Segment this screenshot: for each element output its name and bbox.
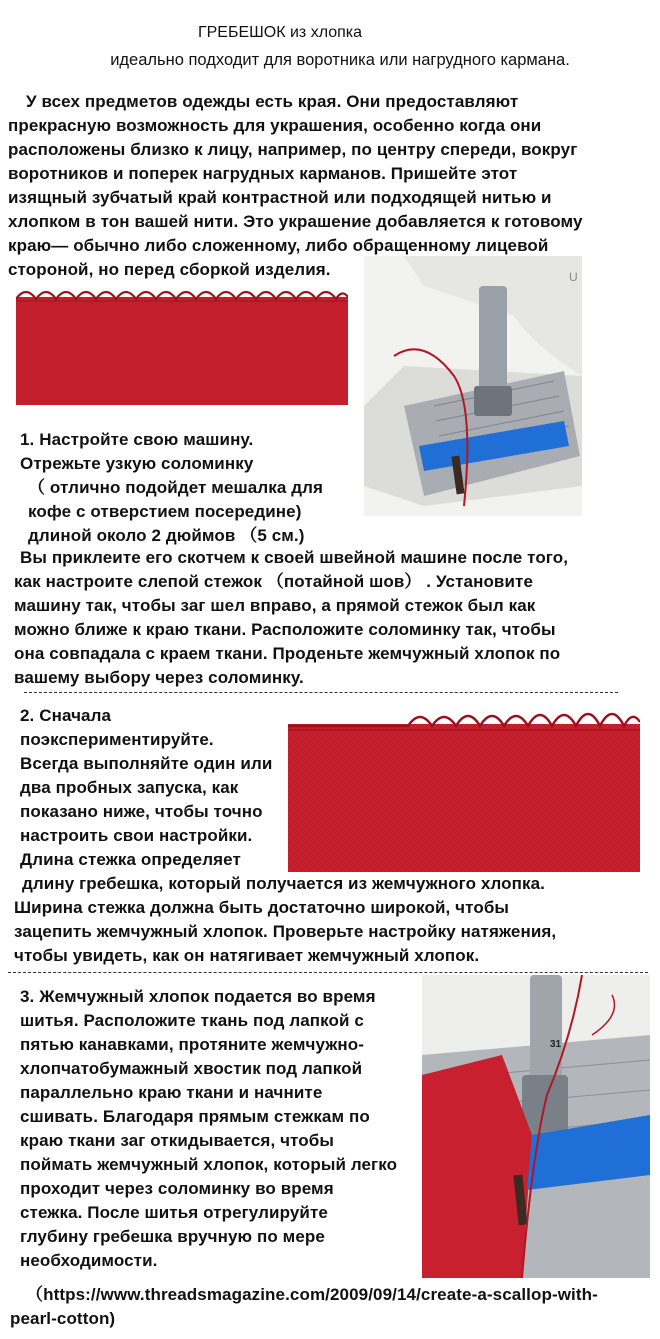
intro-line: изящный зубчатый край контрастной или подходящей нитью и	[8, 188, 552, 207]
presser-foot-number: 31	[550, 1039, 562, 1050]
step2-line: 2. Сначала	[20, 706, 112, 725]
step1-line: длиной около 2 дюймов （5 см.)	[28, 526, 305, 545]
step2-left-text	[20, 704, 290, 872]
step1-line: Вы приклеите его скотчем к своей швейной машине после того,	[20, 548, 569, 567]
intro-line: прекрасную возможность для украшения, особенно когда они	[8, 116, 542, 135]
step2-line: Длина стежка определяет	[20, 850, 241, 869]
intro-line: хлопком в тон вашей нити. Это украшение добавляется к готовому	[8, 212, 583, 231]
intro-line: стороной, но перед сборкой изделия.	[8, 260, 331, 279]
step2-line: Всегда выполняйте один или	[20, 754, 273, 773]
step3-line: параллельно краю ткани и начните	[20, 1083, 323, 1102]
step2-full-text	[14, 872, 634, 968]
step1-line: как настроите слепой стежок （потайной шов） . Установите	[14, 572, 534, 591]
section-divider	[8, 972, 648, 973]
step1-full-text	[14, 546, 634, 690]
step1-line: 1. Настройте свою машину.	[20, 430, 254, 449]
intro-line: У всех предметов одежды есть края. Они предоставляют	[26, 92, 519, 111]
fabric-swatch-image	[16, 283, 348, 405]
page-title: ГРЕБЕШОК из хлопка	[197, 24, 363, 41]
step2-line: два пробных запуска, как	[20, 778, 239, 797]
step3-line: поймать жемчужный хлопок, который легко	[20, 1155, 398, 1174]
step1-line: Отрежьте узкую соломинку	[20, 454, 254, 473]
intro-line: расположены близко к лицу, например, по центру спереди, вокруг	[8, 140, 578, 159]
source-link[interactable]	[10, 1283, 650, 1331]
step3-line: пятью канавками, протяните жемчужно-	[20, 1035, 364, 1054]
step3-line: стежка. После шитья отрегулируйте	[20, 1203, 328, 1222]
intro-paragraph	[8, 90, 648, 282]
intro-line: воротников и поперек нагрудных карманов. Пришейте этот	[8, 164, 518, 183]
step3-line: необходимости.	[20, 1251, 158, 1270]
page-subtitle: идеально подходит для воротника или нагрудного кармана.	[110, 51, 570, 69]
step2-line: поэкспериментируйте.	[20, 730, 214, 749]
intro-line: краю— обычно либо сложенному, либо обращенному лицевой	[8, 236, 549, 255]
step2-line: зацепить жемчужный хлопок. Проверьте настройку натяжения,	[14, 922, 557, 941]
step1-line: （ отлично подойдет мешалка для	[28, 478, 324, 497]
step3-line: хлопчатобумажный хвостик под лапкой	[20, 1059, 363, 1078]
step2-line: показано ниже, чтобы точно	[20, 802, 263, 821]
step3-line: глубину гребешка вручную по мере	[20, 1227, 325, 1246]
step1-line: кофе с отверстием посередине)	[28, 502, 302, 521]
step3-line: 3. Жемчужный хлопок подается во время	[20, 987, 376, 1006]
svg-text:U: U	[569, 270, 578, 284]
step3-line: проходит через соломинку во время	[20, 1179, 334, 1198]
sewing-machine-photo	[364, 256, 582, 516]
step2-line: чтобы увидеть, как он натягивает жемчужный хлопок.	[14, 946, 480, 965]
step2-line: настроить свои настройки.	[20, 826, 253, 845]
step2-line: длину гребешка, который получается из жемчужного хлопка.	[22, 874, 545, 893]
step1-line: машину так, чтобы заг шел вправо, а прямой стежок был как	[14, 596, 536, 615]
step3-line: краю ткани заг откидывается, чтобы	[20, 1131, 334, 1150]
step2-line: Ширина стежка должна быть достаточно широкой, чтобы	[14, 898, 510, 917]
step1-line: она совпадала с краем ткани. Проденьте жемчужный хлопок по	[14, 644, 561, 663]
step1-left-text	[20, 428, 360, 548]
source-line: pearl-cotton)	[10, 1309, 116, 1328]
fabric-sample-image	[288, 700, 640, 872]
step3-line: шитья. Расположите ткань под лапкой с	[20, 1011, 364, 1030]
source-line: （https://www.threadsmagazine.com/2009/09/14/create-a-scallop-with-	[26, 1285, 598, 1304]
step3-line: сшивать. Благодаря прямым стежкам по	[20, 1107, 370, 1126]
step1-line: вашему выбору через соломинку.	[14, 668, 304, 687]
step1-line: можно ближе к краю ткани. Расположите соломинку так, чтобы	[14, 620, 556, 639]
step3-text	[20, 985, 420, 1273]
section-divider	[24, 692, 618, 693]
sewing-foot-photo	[422, 975, 650, 1278]
